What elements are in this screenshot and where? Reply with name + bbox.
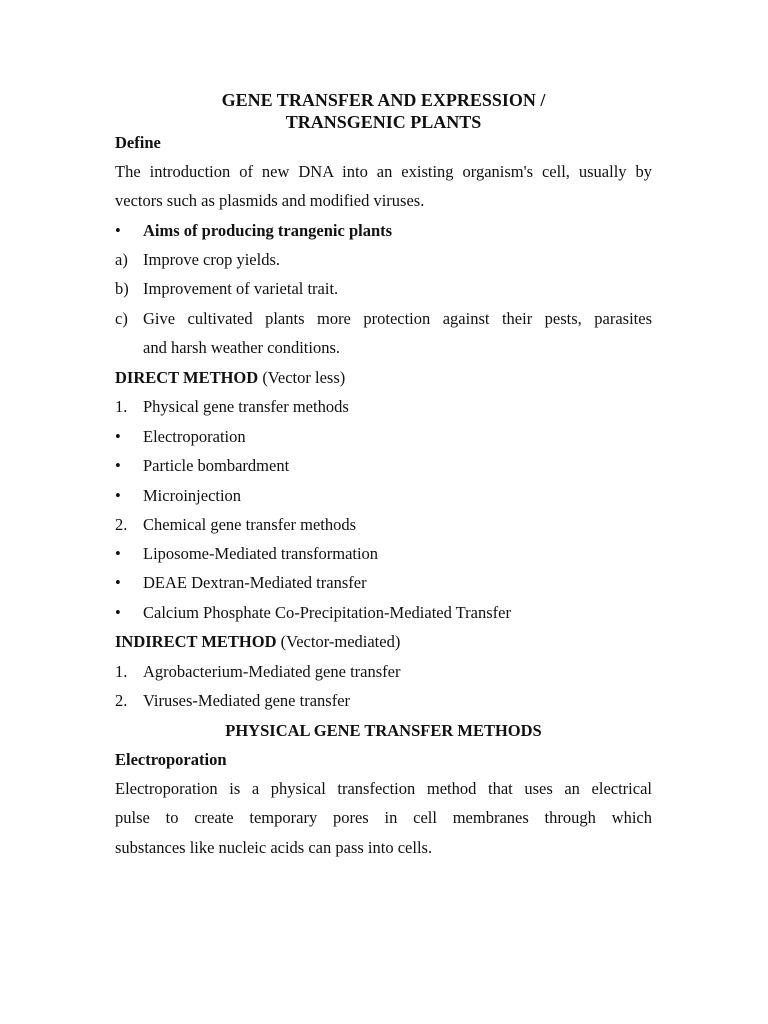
list-item-text: Microinjection — [143, 486, 242, 505]
list-marker: c) — [115, 309, 128, 328]
direct-method-heading — [115, 368, 652, 388]
list-item-text: Agrobacterium-Mediated gene transfer — [143, 662, 401, 681]
bullet-marker: • — [115, 221, 121, 240]
document-title-line1: GENE TRANSFER AND EXPRESSION / — [221, 90, 546, 110]
list-item — [115, 691, 652, 711]
list-item — [115, 544, 652, 564]
list-marker: • — [115, 603, 121, 622]
list-marker: • — [115, 573, 121, 592]
list-item-text: Calcium Phosphate Co-Precipitation-Mediated Transfer — [143, 603, 511, 622]
physical-methods-heading: PHYSICAL GENE TRANSFER METHODS — [225, 721, 542, 740]
list-item — [115, 427, 652, 447]
direct-method-heading-bold: DIRECT METHOD — [115, 368, 259, 387]
electroporation-para-line3: substances like nucleic acids can pass into cells. — [115, 838, 433, 857]
list-item-text: Improvement of varietal trait. — [143, 279, 339, 298]
list-item — [115, 662, 652, 682]
list-marker: • — [115, 544, 121, 563]
electroporation-subheading: Electroporation — [115, 750, 227, 769]
indirect-method-heading-bold: INDIRECT METHOD — [115, 632, 277, 651]
list-item — [115, 456, 652, 476]
direct-method-heading-note: (Vector less) — [258, 368, 346, 387]
list-marker: • — [115, 456, 121, 475]
list-marker: 2. — [115, 515, 128, 534]
list-item-text: Give cultivated plants more protection against their pests, parasites — [143, 309, 652, 328]
aims-heading: Aims of producing trangenic plants — [143, 221, 393, 240]
list-item — [115, 515, 652, 535]
list-item-text: Physical gene transfer methods — [143, 397, 349, 416]
list-marker: a) — [115, 250, 128, 269]
list-item — [115, 573, 652, 593]
indirect-method-heading-note: (Vector-mediated) — [276, 632, 401, 651]
list-item-text: Chemical gene transfer methods — [143, 515, 357, 534]
list-marker: • — [115, 427, 121, 446]
list-item-text: Liposome-Mediated transformation — [143, 544, 379, 563]
list-item — [115, 603, 652, 623]
list-item-text: DEAE Dextran-Mediated transfer — [143, 573, 367, 592]
list-item — [115, 250, 652, 270]
list-marker: • — [115, 486, 121, 505]
list-marker: 1. — [115, 662, 128, 681]
list-item-text: Electroporation — [143, 427, 246, 446]
list-item — [115, 279, 652, 299]
list-marker: 2. — [115, 691, 128, 710]
electroporation-para-line1: Electroporation is a physical transfection method that uses an electrical — [115, 779, 652, 798]
document-title-line2: TRANSGENIC PLANTS — [285, 112, 482, 132]
list-item-text: Improve crop yields. — [143, 250, 281, 269]
electroporation-para-line2: pulse to create temporary pores in cell membranes through which — [115, 808, 652, 827]
indirect-method-heading — [115, 632, 652, 652]
list-item — [115, 486, 652, 506]
list-marker: b) — [115, 279, 129, 298]
define-text-line2: vectors such as plasmids and modified viruses. — [115, 191, 425, 210]
list-item-text: Viruses-Mediated gene transfer — [143, 691, 351, 710]
list-item — [115, 309, 652, 329]
list-item — [115, 397, 652, 417]
define-heading: Define — [115, 133, 161, 152]
list-item-continuation: and harsh weather conditions. — [143, 338, 341, 357]
list-marker: 1. — [115, 397, 128, 416]
define-text-line1: The introduction of new DNA into an existing organism's cell, usually by — [115, 162, 652, 181]
list-item-text: Particle bombardment — [143, 456, 290, 475]
aims-heading-row — [115, 221, 652, 241]
